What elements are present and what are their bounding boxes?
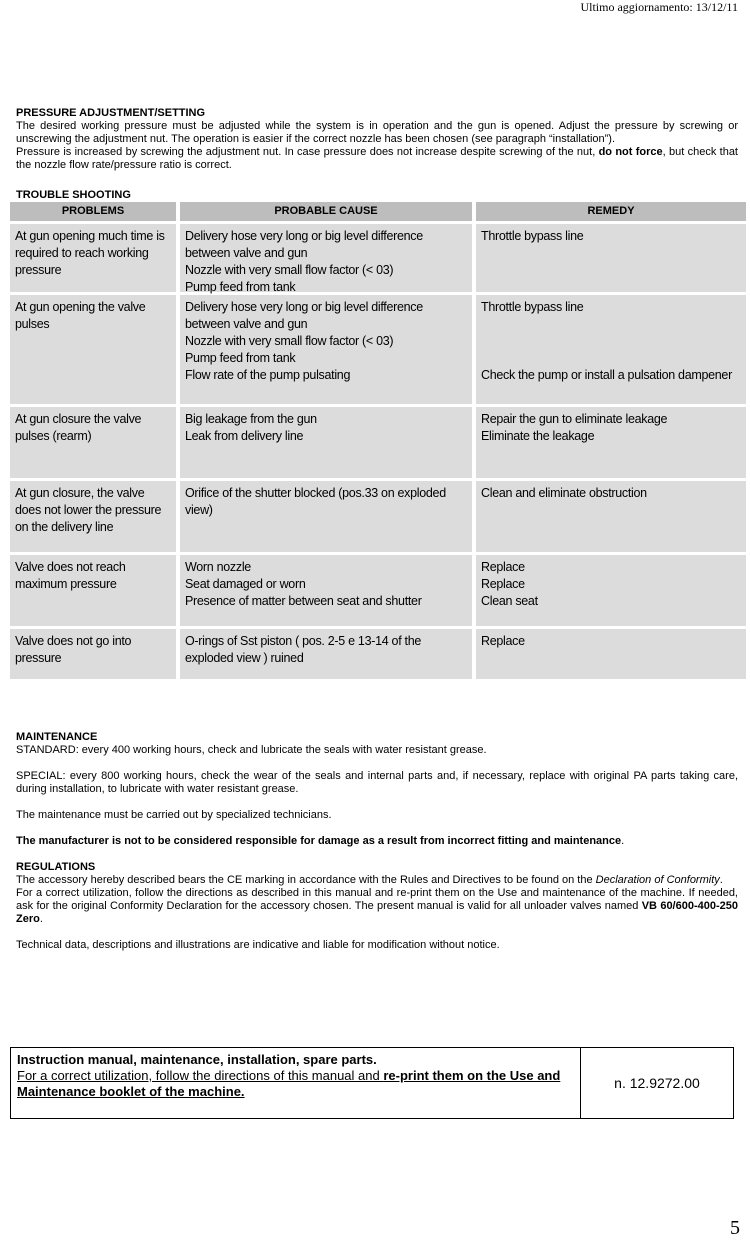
regulations-paragraph-3: Technical data, descriptions and illustrations are indicative and liable for modification without notice. — [16, 939, 500, 951]
maintenance-disclaimer — [16, 835, 738, 848]
reg-p1-italic: Declaration of Conformity — [595, 874, 720, 886]
maintenance-section — [16, 731, 738, 952]
remedy-line: Eliminate the leakage — [481, 429, 595, 443]
manual-info-line-1: Instruction manual, maintenance, installation, spare parts. — [17, 1052, 377, 1067]
disclaimer-bold: The manufacturer is not to be considered responsible for damage as a result from incorrect fitting and maintenance — [16, 835, 622, 847]
trouble-title: TROUBLE SHOOTING — [16, 189, 131, 201]
header-remedy: REMEDY — [476, 202, 746, 221]
pressure-p2-text: Pressure is increased by screwing the adjustment nut. In case pressure does not increase despite screwing of the nut, — [16, 146, 599, 158]
maintenance-technicians: The maintenance must be carried out by specialized technicians. — [16, 809, 332, 821]
cause-line: Worn nozzle — [185, 560, 251, 574]
remedy-cell — [476, 224, 746, 292]
pressure-paragraph-2 — [16, 146, 738, 172]
cause-line: Big leakage from the gun — [185, 412, 317, 426]
cause-cell — [180, 481, 472, 552]
cause-line: Presence of matter between seat and shutter — [185, 594, 422, 608]
maintenance-standard: STANDARD: every 400 working hours, check and lubricate the seals with water resistant grease. — [16, 744, 487, 756]
problem-cell: At gun closure, the valve does not lower the pressure on the delivery line — [10, 481, 176, 552]
remedy-line: Check the pump or install a pulsation dampener — [481, 368, 732, 382]
manual-info-line-2-text: For a correct utilization, follow the directions of this manual and — [17, 1068, 384, 1083]
remedy-line: Replace — [481, 634, 525, 648]
regulations-paragraph-2 — [16, 887, 738, 926]
remedy-line: Clean and eliminate obstruction — [481, 486, 647, 500]
manual-info-text — [11, 1048, 581, 1118]
disclaimer-end: . — [621, 835, 625, 847]
remedy-line: Clean seat — [481, 594, 538, 608]
problem-cell: Valve does not go into pressure — [10, 629, 176, 679]
last-updated: Ultimo aggiornamento: 13/12/11 — [580, 0, 738, 14]
table-row — [10, 481, 746, 552]
cause-cell — [180, 629, 472, 679]
remedy-line: Repair the gun to eliminate leakage — [481, 412, 668, 426]
problem-cell: At gun opening much time is required to reach working pressure — [10, 224, 176, 292]
table-row — [10, 224, 746, 292]
manual-info-box — [10, 1047, 734, 1119]
troubleshooting-table — [10, 202, 746, 682]
reg-p2-end: . — [39, 913, 43, 925]
cause-line: Orifice of the shutter blocked (pos.33 on exploded view) — [185, 486, 446, 517]
cause-line: Seat damaged or worn — [185, 577, 306, 591]
remedy-cell — [476, 555, 746, 626]
regulations-title: REGULATIONS — [16, 861, 96, 873]
problem-cell: At gun closure the valve pulses (rearm) — [10, 407, 176, 478]
cause-line: Leak from delivery line — [185, 429, 304, 443]
reg-p1-text: The accessory hereby described bears the CE marking in accordance with the Rules and Directives to be found on the — [16, 874, 596, 886]
pressure-p2-text-end: , but check that the nozzle flow rate/pressure ratio is correct. — [16, 146, 738, 171]
pressure-paragraph-1: The desired working pressure must be adjusted while the system is in operation and the gun is opened. Adjust the pressure by screwing or unscrewing the adjustment nut. The operation is easier if the correct nozzle has been chosen (see paragraph “installation”). — [16, 120, 738, 145]
table-body — [10, 224, 746, 679]
problem-cell: At gun opening the valve pulses — [10, 295, 176, 404]
table-row — [10, 407, 746, 478]
remedy-cell — [476, 295, 746, 404]
remedy-cell — [476, 629, 746, 679]
remedy-line: Throttle bypass line — [481, 229, 584, 243]
cause-cell — [180, 224, 472, 292]
page-number: 5 — [730, 1217, 740, 1239]
cause-line: O-rings of Sst piston ( pos. 2-5 e 13-14 of the exploded view ) ruined — [185, 634, 422, 665]
table-row — [10, 295, 746, 404]
problem-cell: Valve does not reach maximum pressure — [10, 555, 176, 626]
reg-p1-end: . — [719, 874, 723, 886]
maintenance-special: SPECIAL: every 800 working hours, check the wear of the seals and internal parts and, if necessary, replace with original PA parts taking care, during installation, to lubricate with water resistant grease. — [16, 770, 738, 795]
cause-line: Delivery hose very long or big level difference between valve and gun — [185, 229, 423, 260]
header-cause: PROBABLE CAUSE — [180, 202, 472, 221]
remedy-line: Throttle bypass line — [481, 300, 584, 314]
cause-line: Nozzle with very small flow factor (< 03) — [185, 334, 394, 348]
pressure-section — [16, 107, 738, 172]
cause-cell — [180, 295, 472, 404]
trouble-title-wrap — [16, 189, 738, 202]
manual-code: n. 12.9272.00 — [614, 1075, 700, 1091]
remedy-cell — [476, 481, 746, 552]
pressure-p2-bold: do not force — [598, 146, 663, 158]
maintenance-title: MAINTENANCE — [16, 731, 98, 743]
cause-line: Delivery hose very long or big level difference between valve and gun — [185, 300, 423, 331]
remedy-line: Replace — [481, 560, 525, 574]
table-row — [10, 555, 746, 626]
cause-line: Nozzle with very small flow factor (< 03) — [185, 263, 394, 277]
reg-p2-text: For a correct utilization, follow the directions as described in this manual and re-print them on the Use and maintenance of the machine. If needed, ask for the original Conformity Declaration for the accessory chosen. The present manual is valid for all unloader valves named — [16, 887, 738, 912]
cause-cell — [180, 407, 472, 478]
cause-line: Flow rate of the pump pulsating — [185, 368, 351, 382]
manual-info-line-2-bold: re-print them on the Use and Maintenance booklet of the machine. — [17, 1068, 561, 1099]
manual-info-line-2 — [17, 1068, 574, 1100]
reg-p2-bold: VB 60/600-400-250 Zero — [16, 900, 738, 925]
table-header — [10, 202, 746, 221]
table-row — [10, 629, 746, 679]
cause-line: Pump feed from tank — [185, 351, 296, 365]
remedy-cell — [476, 407, 746, 478]
regulations-paragraph-1 — [16, 874, 738, 887]
cause-cell — [180, 555, 472, 626]
cause-line: Pump feed from tank — [185, 280, 296, 294]
header-problems: PROBLEMS — [10, 202, 176, 221]
remedy-line: Replace — [481, 577, 525, 591]
pressure-title: PRESSURE ADJUSTMENT/SETTING — [16, 107, 206, 119]
